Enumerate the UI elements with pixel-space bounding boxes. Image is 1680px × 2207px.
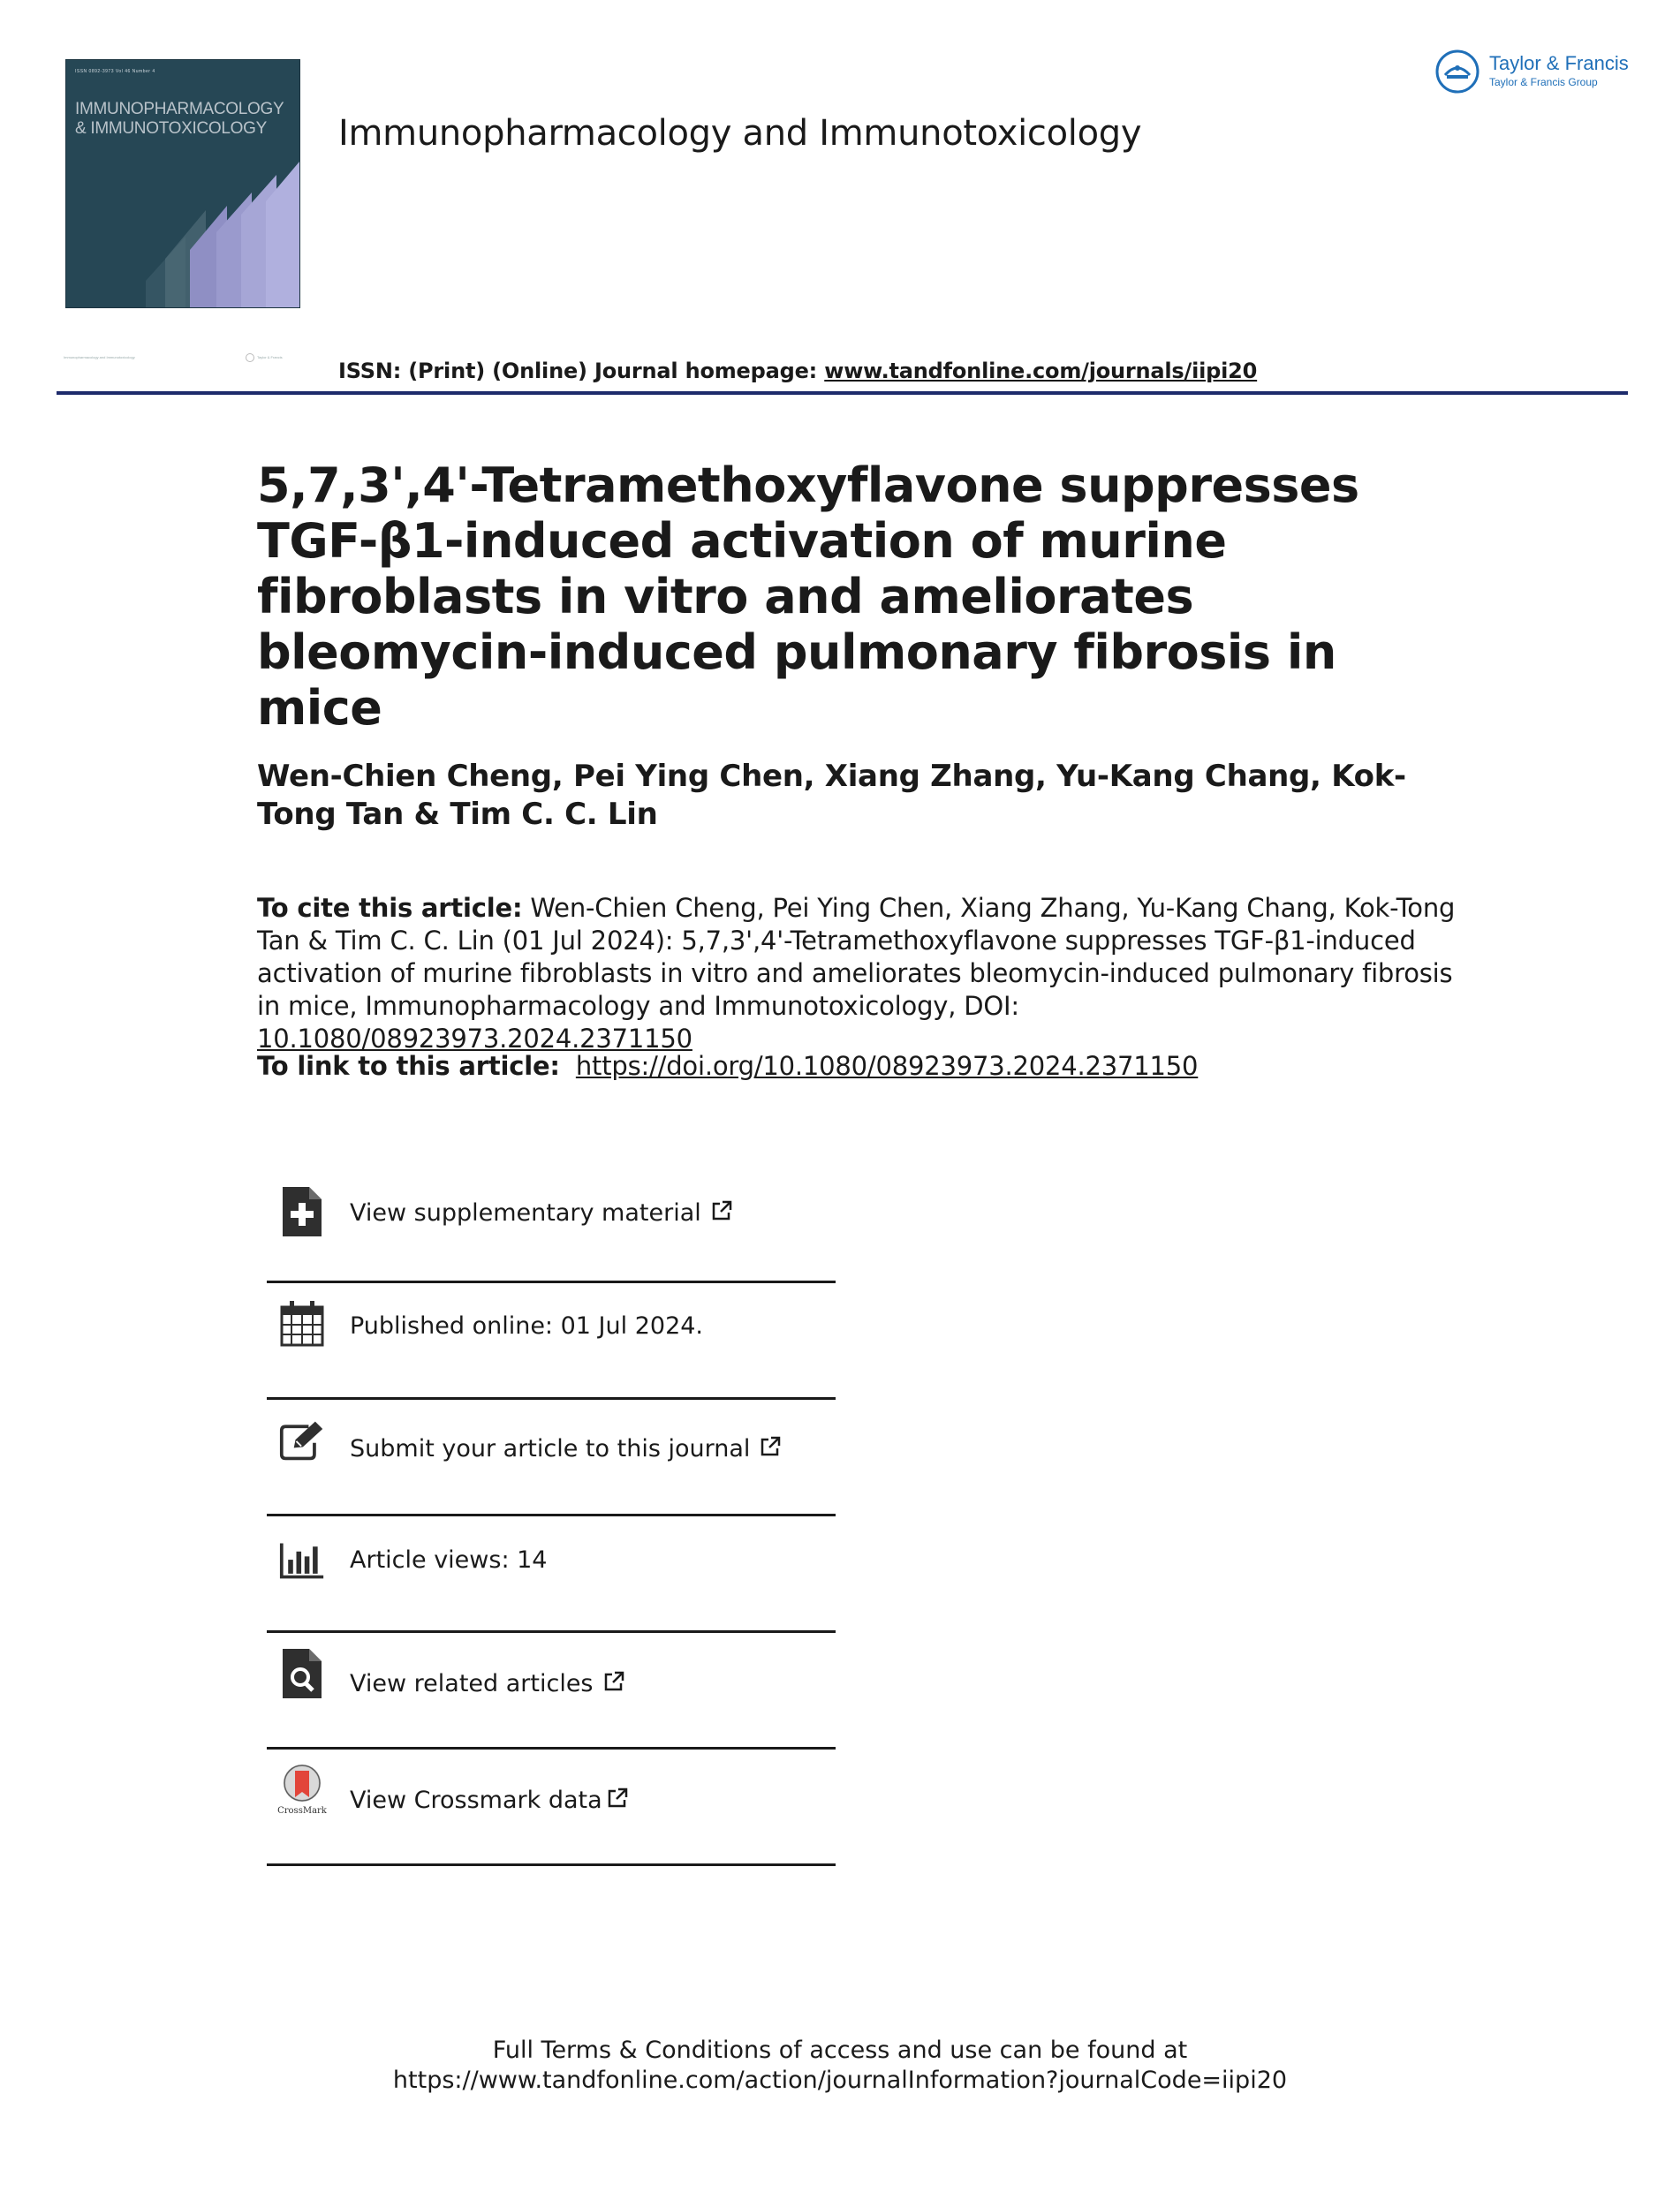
action-supplementary[interactable] — [267, 1175, 836, 1283]
crossmark-text: View Crossmark data — [350, 1787, 602, 1814]
terms-footer — [0, 2036, 1680, 2096]
citation-lead: To cite this article: — [257, 893, 523, 923]
footer-line1: Full Terms & Conditions of access and use can be found at — [492, 2037, 1188, 2064]
journal-name: Immunopharmacology and Immunotoxicology — [338, 113, 1142, 154]
tiny-publisher-label — [246, 353, 283, 362]
calendar-icon — [279, 1297, 325, 1350]
action-submit[interactable] — [267, 1400, 836, 1516]
action-submit-label — [350, 1435, 782, 1463]
publisher-name: Taylor & Francis — [1489, 52, 1629, 74]
article-link-line — [257, 1050, 1458, 1083]
published-label: Published online: 01 Jul 2024. — [350, 1312, 704, 1340]
issn-line — [338, 359, 1257, 383]
edit-icon — [279, 1414, 325, 1467]
views-label: Article views: 14 — [350, 1546, 548, 1574]
external-link-icon — [710, 1199, 733, 1222]
issn-prefix: ISSN: (Print) (Online) Journal homepage: — [338, 359, 825, 383]
cover-title-line2: & IMMUNOTOXICOLOGY — [75, 119, 267, 138]
supplementary-text: View supplementary material — [350, 1199, 701, 1227]
footer-terms-url[interactable]: https://www.tandfonline.com/action/journalInformation?journalCode=iipi20 — [392, 2067, 1288, 2094]
journal-homepage-link[interactable]: www.tandfonline.com/journals/iipi20 — [824, 359, 1258, 383]
publisher-group: Taylor & Francis Group — [1489, 76, 1598, 88]
tiny-logo-icon — [246, 353, 254, 362]
action-crossmark-label — [350, 1787, 629, 1814]
article-actions-list — [267, 1175, 836, 1866]
action-crossmark[interactable] — [267, 1750, 836, 1866]
header-divider — [57, 391, 1628, 395]
file-plus-icon — [279, 1185, 325, 1238]
tiny-publisher-text: Taylor & Francis — [257, 355, 283, 360]
action-related-label — [350, 1670, 625, 1697]
citation-text: Wen-Chien Cheng, Pei Ying Chen, Xiang Zhang, Yu-Kang Chang, Kok-Tong Tan & Tim C. C. Lin (01 Jul 2024): 5,7,3',4'-Tetramethoxyflavone suppresses TGF-β1-induced activation of murine fibroblasts in vitro and ameliorates bleomycin-induced pulmonary fibrosis in mice, Immunopharmacology and Immunotoxicology, DOI: — [257, 893, 1456, 1021]
external-link-icon — [759, 1435, 782, 1458]
action-views — [267, 1516, 836, 1633]
citation-block — [257, 892, 1458, 1055]
related-text: View related articles — [350, 1670, 594, 1697]
cover-artwork — [66, 60, 299, 307]
article-authors: Wen-Chien Cheng, Pei Ying Chen, Xiang Zhang, Yu-Kang Chang, Kok-Tong Tan & Tim C. C. Lin — [257, 759, 1406, 832]
citation-doi-link[interactable]: 10.1080/08923973.2024.2371150 — [257, 1024, 692, 1054]
journal-cover-image — [65, 59, 300, 308]
action-related[interactable] — [267, 1633, 836, 1750]
external-link-icon — [606, 1787, 629, 1810]
crossmark-logo-text: CrossMark — [277, 1806, 327, 1816]
crossmark-icon — [276, 1764, 329, 1817]
article-doi-url[interactable]: https://doi.org/10.1080/08923973.2024.2371150 — [575, 1051, 1199, 1081]
tiny-journal-label: Immunopharmacology and Immunotoxicology — [64, 355, 135, 359]
cover-title-line1: IMMUNOPHARMACOLOGY — [75, 100, 284, 118]
action-supplementary-label — [350, 1199, 733, 1227]
document-search-icon — [279, 1647, 325, 1700]
submit-text: Submit your article to this journal — [350, 1435, 751, 1463]
action-published — [267, 1283, 836, 1400]
cover-title — [75, 100, 296, 139]
bar-chart-icon — [279, 1534, 325, 1587]
external-link-icon — [602, 1670, 625, 1693]
article-title: 5,7,3',4'-Tetramethoxyflavone suppresses TGF-β1-induced activation of murine fibroblasts in vitro and ameliorates bleomycin-induced pulmonary fibrosis in mice — [257, 457, 1359, 736]
cover-top-strip: ISSN 0892-3973 Vol 46 Number 4 — [75, 69, 155, 74]
link-lead: To link to this article: — [257, 1051, 560, 1081]
taylor-francis-icon — [1434, 49, 1480, 94]
publisher-logo[interactable] — [1434, 49, 1638, 98]
